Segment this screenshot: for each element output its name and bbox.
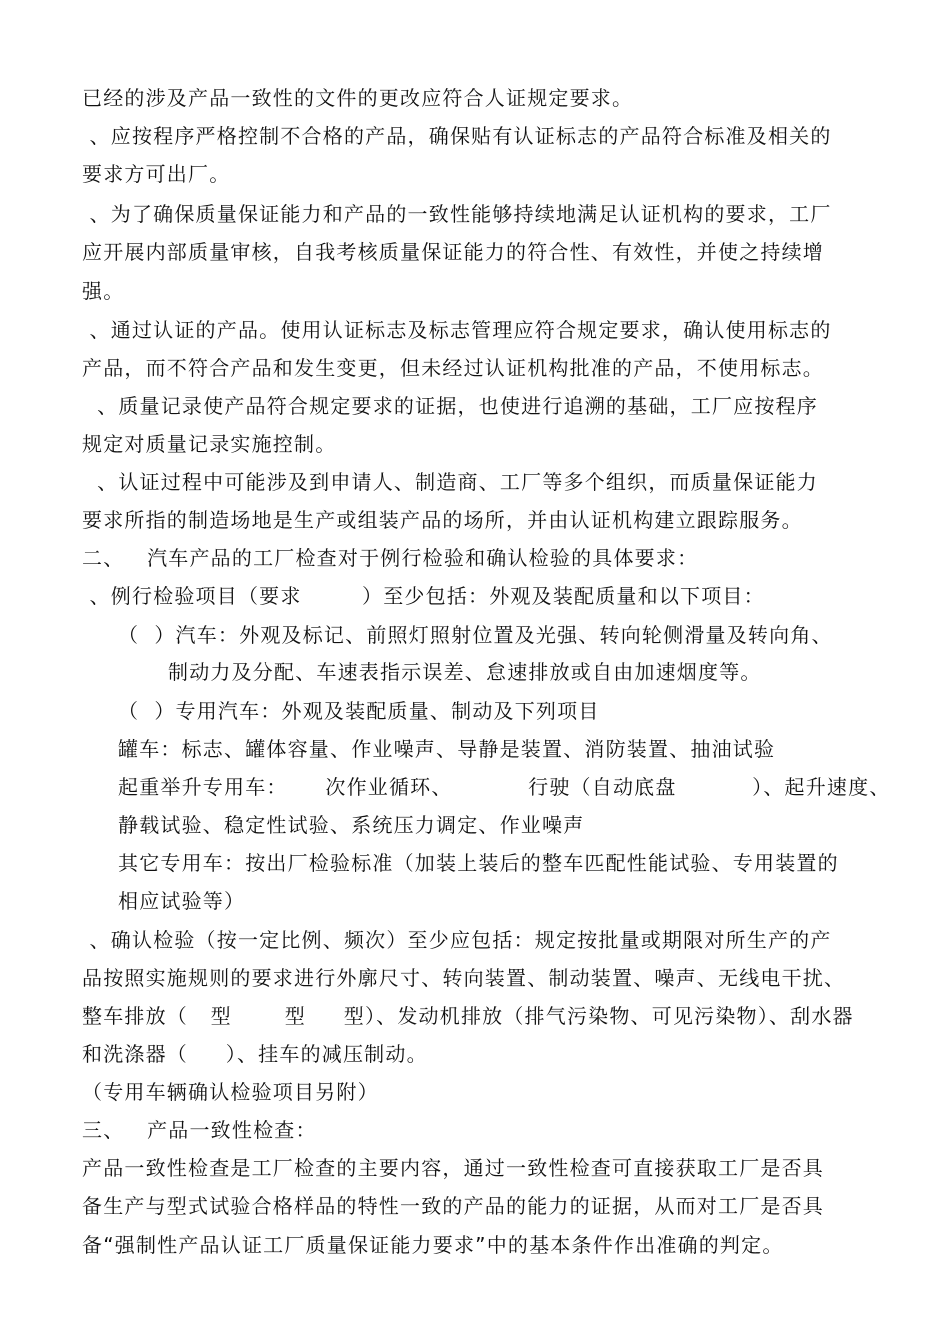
text-line: （ ）专用汽车：外观及装配质量、制动及下列项目 [118,699,600,723]
text-line: 整车排放（ 型 型 型）、发动机排放（排气污染物、可见污染物）、刮水器 [82,1004,854,1028]
text-line: 静载试验、稳定性试验、系统压力调定、作业噪声 [118,813,585,837]
text-line: 其它专用车：按出厂检验标准（加装上装后的整车匹配性能试验、专用装置的 [118,851,839,875]
text-line: 、确认检验（按一定比例、频次）至少应包括：规定按批量或期限对所生产的产 [82,928,832,952]
text-line: 、质量记录使产品符合规定要求的证据，也使进行追溯的基础，工厂应按程序 [82,394,818,418]
text-line: 、应按程序严格控制不合格的产品，确保贴有认证标志的产品符合标准及相关的 [82,124,832,148]
text-line: 规定对质量记录实施控制。 [82,432,337,456]
text-line: 、例行检验项目（要求 ）至少包括：外观及装配质量和以下项目： [82,584,765,608]
text-line: （专用车辆确认检验项目另附） [82,1080,379,1104]
section-heading: 二、 汽车产品的工厂检查对于例行检验和确认检验的具体要求： [82,546,699,570]
text-line: 产品一致性检查是工厂检查的主要内容，通过一致性检查可直接获取工厂是否具 [82,1156,824,1180]
section-heading: 三、 产品一致性检查： [82,1118,317,1142]
text-line: 起重举升专用车： 次作业循环、 行驶（自动底盘 ）、起升速度、 [118,775,891,799]
text-line: （ ）汽车：外观及标记、前照灯照射位置及光强、转向轮侧滑量及转向角、 [118,623,833,647]
text-line: 要求所指的制造场地是生产或组装产品的场所，并由认证机构建立跟踪服务。 [82,508,803,532]
text-line: 产品，而不符合产品和发生变更，但未经过认证机构批准的产品，不使用标志。 [82,356,824,380]
text-line: 制动力及分配、车速表指示误差、怠速排放或自由加速烟度等。 [168,660,762,684]
text-line: 和洗涤器（ ）、挂车的减压制动。 [82,1042,428,1066]
text-line: 相应试验等） [118,889,246,913]
text-line: 应开展内部质量审核，自我考核质量保证能力的符合性、有效性，并使之持续增 [82,240,824,264]
text-line: 强。 [82,279,125,303]
text-line: 品按照实施规则的要求进行外廓尺寸、转向装置、制动装置、噪声、无线电干扰、 [82,966,846,990]
text-line: 备“强制性产品认证工厂质量保证能力要求”中的基本条件作出准确的判定。 [82,1233,784,1257]
text-line: 要求方可出厂。 [82,162,231,186]
text-line: 、通过认证的产品。使用认证标志及标志管理应符合规定要求，确认使用标志的 [82,318,832,342]
text-line: 罐车：标志、罐体容量、作业噪声、导静是装置、消防装置、抽油试验 [118,737,776,761]
text-line: 备生产与型式试验合格样品的特性一致的产品的能力的证据，从而对工厂是否具 [82,1194,824,1218]
text-line: 、认证过程中可能涉及到申请人、制造商、工厂等多个组织，而质量保证能力 [82,470,818,494]
text-line: 已经的涉及产品一致性的文件的更改应符合人证规定要求。 [82,86,634,110]
text-line: 、为了确保质量保证能力和产品的一致性能够持续地满足认证机构的要求，工厂 [82,202,832,226]
